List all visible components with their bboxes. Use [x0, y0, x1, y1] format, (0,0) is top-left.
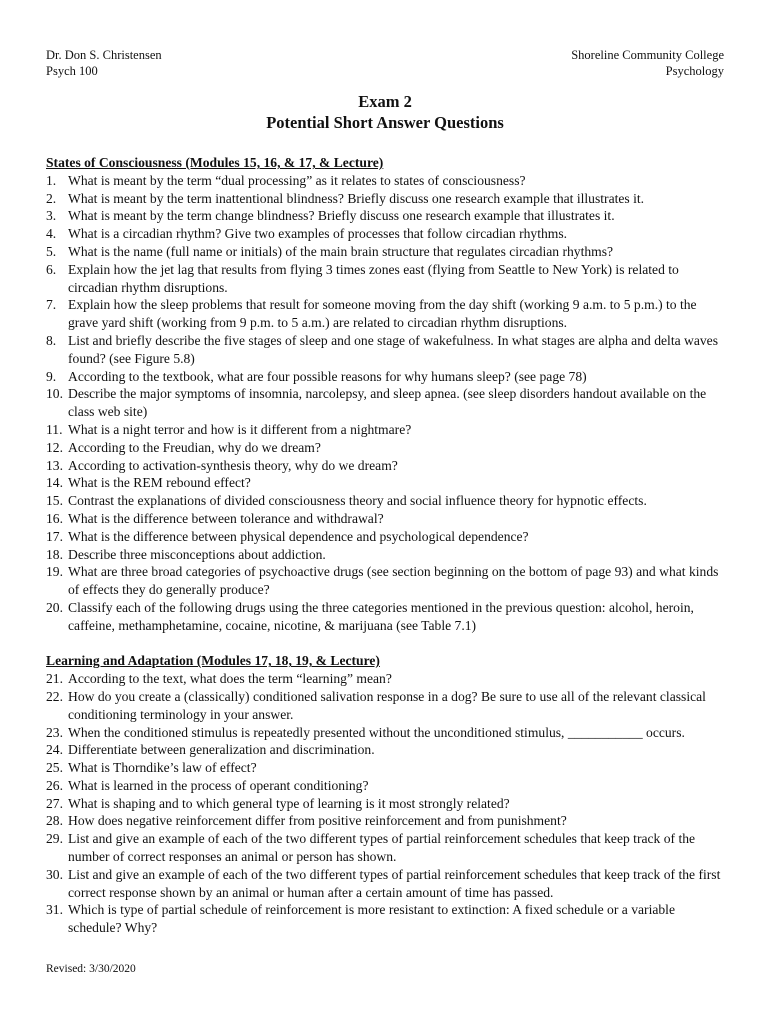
question-item	[46, 741, 728, 759]
section-heading: States of Consciousness (Modules 15, 16, & 17, & Lecture)	[46, 155, 384, 170]
question-item	[46, 296, 728, 332]
question-text: Classify each of the following drugs using the three categories mentioned in the previous question: alcohol, heroin, caffeine, methamphetamine, cocaine, nicotine, & marijuana (see Table 7.1)	[68, 599, 694, 633]
question-text: How do you create a (classically) conditioned salivation response in a dog? Be sure to use all of the relevant classical conditioning terminology in your answer.	[68, 688, 706, 722]
question-text: Describe three misconceptions about addiction.	[68, 546, 326, 562]
section-heading: Learning and Adaptation (Modules 17, 18, 19, & Lecture)	[46, 653, 380, 669]
section-consciousness	[46, 154, 728, 635]
question-item	[46, 759, 728, 777]
question-number: 27.	[46, 795, 63, 811]
question-item	[46, 225, 728, 243]
question-text: What is the difference between tolerance and withdrawal?	[68, 510, 384, 526]
question-number: 9.	[46, 368, 57, 384]
question-number: 25.	[46, 760, 63, 776]
question-number: 15.	[46, 493, 63, 509]
question-number: 3.	[46, 208, 57, 224]
question-number: 19.	[46, 564, 63, 580]
question-text: What is a night terror and how is it different from a nightmare?	[68, 421, 412, 437]
question-item	[46, 830, 728, 866]
question-text: Differentiate between generalization and discrimination.	[68, 742, 375, 758]
question-item	[46, 474, 728, 492]
question-number: 29.	[46, 831, 63, 847]
question-text: List and give an example of each of the two different types of partial reinforcement schedules that keep track of the first correct response shown by an animal or human after a certain amount of time has passed.	[68, 866, 721, 900]
question-text: Explain how the jet lag that results from flying 3 times zones east (flying from Seattle to New York) is related to circadian rhythm disruptions.	[68, 261, 679, 295]
course-name: Psych 100	[46, 64, 98, 78]
revision-date: Revised: 3/30/2020	[46, 963, 136, 975]
question-number: 18.	[46, 546, 63, 562]
department-name: Psychology	[665, 64, 724, 78]
question-item	[46, 901, 728, 937]
question-number: 28.	[46, 813, 63, 829]
header-left	[46, 47, 162, 79]
question-item	[46, 368, 728, 386]
exam-subtitle: Potential Short Answer Questions	[266, 113, 504, 132]
question-text: What is a circadian rhythm? Give two examples of processes that follow circadian rhythms.	[68, 226, 568, 242]
question-text: According to activation-synthesis theory, why do we dream?	[68, 457, 398, 473]
question-number: 11.	[46, 421, 63, 437]
question-number: 30.	[46, 866, 63, 882]
question-number: 4.	[46, 226, 57, 242]
question-item	[46, 599, 728, 635]
instructor-name: Dr. Don S. Christensen	[46, 48, 162, 62]
question-text: Which is type of partial schedule of reinforcement is more resistant to extinction: A fixed schedule or a variable schedule? Why?	[68, 902, 675, 936]
question-item	[46, 172, 728, 190]
question-item	[46, 688, 728, 724]
question-text: According to the textbook, what are four possible reasons for why humans sleep? (see page 78)	[68, 368, 587, 384]
question-text: What are three broad categories of psychoactive drugs (see section beginning on the bottom of page 93) and what kinds of effects they do generally produce?	[68, 564, 719, 598]
question-number: 17.	[46, 528, 63, 544]
question-item	[46, 510, 728, 528]
question-number: 14.	[46, 475, 63, 491]
question-text: According to the text, what does the term “learning” mean?	[68, 671, 392, 687]
question-item	[46, 724, 728, 742]
question-text: List and briefly describe the five stages of sleep and one stage of wakefulness. In what stages are alpha and delta waves found? (see Figure 5.8)	[68, 332, 718, 366]
question-item	[46, 546, 728, 564]
question-text: Explain how the sleep problems that result for someone moving from the day shift (working 9 a.m. to 5 p.m.) to the grave yard shift (working from 9 p.m. to 5 a.m.) are related to circadian rhythm disruptions.	[68, 297, 697, 331]
question-number: 20.	[46, 599, 63, 615]
question-item	[46, 670, 728, 688]
exam-title: Exam 2	[358, 92, 412, 111]
question-list	[46, 172, 728, 635]
question-text: According to the Freudian, why do we dream?	[68, 439, 321, 455]
question-item	[46, 243, 728, 261]
question-number: 1.	[46, 172, 57, 188]
question-item	[46, 457, 728, 475]
question-number: 5.	[46, 243, 57, 259]
question-number: 31.	[46, 902, 63, 918]
question-item	[46, 812, 728, 830]
question-text: How does negative reinforcement differ from positive reinforcement and from punishment?	[68, 813, 567, 829]
question-list	[46, 670, 728, 937]
question-item	[46, 332, 728, 368]
question-item	[46, 439, 728, 457]
question-text: List and give an example of each of the two different types of partial reinforcement schedules that keep track of the number of correct responses an animal or person has shown.	[68, 831, 696, 865]
question-number: 13.	[46, 457, 63, 473]
questions-content	[46, 154, 728, 937]
question-text: What is meant by the term “dual processing” as it relates to states of consciousness?	[68, 172, 526, 188]
question-number: 12.	[46, 439, 63, 455]
question-text: When the conditioned stimulus is repeatedly presented without the unconditioned stimulus, ___________ occurs.	[68, 724, 685, 740]
question-number: 24.	[46, 742, 63, 758]
question-item	[46, 795, 728, 813]
question-number: 8.	[46, 332, 57, 348]
question-item	[46, 528, 728, 546]
question-item	[46, 777, 728, 795]
section-learning	[46, 652, 728, 937]
question-item	[46, 866, 728, 902]
question-text: What is shaping and to which general type of learning is it most strongly related?	[68, 795, 510, 811]
question-text: What is learned in the process of operant conditioning?	[68, 777, 369, 793]
question-text: What is the name (full name or initials) of the main brain structure that regulates circadian rhythms?	[68, 243, 614, 259]
question-text: What is meant by the term inattentional blindness? Briefly discuss one research example that illustrates it.	[68, 190, 645, 206]
question-number: 7.	[46, 297, 57, 313]
question-number: 2.	[46, 190, 57, 206]
question-item	[46, 207, 728, 225]
question-text: What is meant by the term change blindness? Briefly discuss one research example that illustrates it.	[68, 208, 615, 224]
question-text: What is Thorndike’s law of effect?	[68, 760, 257, 776]
question-number: 22.	[46, 688, 63, 704]
question-text: What is the difference between physical dependence and psychological dependence?	[68, 528, 529, 544]
question-text: What is the REM rebound effect?	[68, 475, 251, 491]
question-number: 10.	[46, 386, 63, 402]
question-item	[46, 492, 728, 510]
question-text: Contrast the explanations of divided consciousness theory and social influence theory for hypnotic effects.	[68, 493, 647, 509]
question-number: 26.	[46, 777, 63, 793]
college-name: Shoreline Community College	[571, 48, 724, 62]
question-number: 23.	[46, 724, 63, 740]
question-number: 6.	[46, 261, 57, 277]
header-right	[571, 47, 724, 79]
question-text: Describe the major symptoms of insomnia, narcolepsy, and sleep apnea. (see sleep disorders handout available on the class web site)	[68, 386, 707, 420]
question-number: 21.	[46, 671, 63, 687]
question-item	[46, 261, 728, 297]
question-item	[46, 385, 728, 421]
question-item	[46, 563, 728, 599]
question-item	[46, 190, 728, 208]
question-item	[46, 421, 728, 439]
question-number: 16.	[46, 510, 63, 526]
